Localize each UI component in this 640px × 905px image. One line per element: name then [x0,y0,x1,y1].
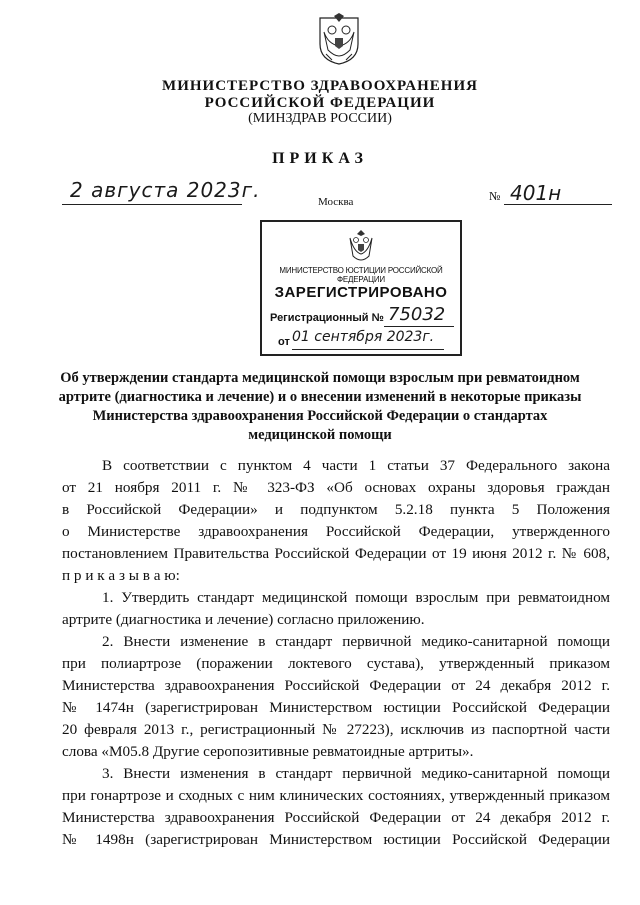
body-line: 2. Внести изменение в стандарт первичной медико-санитарной помощи [102,633,610,650]
ministry-name-line2: РОССИЙСКОЙ ФЕДЕРАЦИИ [204,95,436,111]
body-line: Министерства здравоохранения Российской Федерации от 24 декабря 2012 г. [62,809,610,826]
stamp-date-label: от [278,336,290,348]
document-title [40,369,600,445]
registration-stamp [260,220,462,356]
body-line: о Министерстве здравоохранения Российской Федерации, утвержденного [62,523,610,540]
russian-coat-of-arms-icon [314,10,364,66]
body-line: № 1474н (зарегистрирован Министерством юстиции Российской Федерации [62,699,610,716]
title-line: медицинской помощи [248,427,392,443]
body-line: Министерства здравоохранения Российской Федерации от 24 декабря 2012 г. [62,677,610,694]
body-line: при полиартрозе (поражении локтевого сустава), утвержденный приказом [62,655,610,672]
stamp-date-underline [292,349,444,350]
title-line: Министерства здравоохранения Российской Федерации о стандартах [92,408,548,424]
title-line: артрите (диагностика и лечение) и о внесении изменений в некоторые приказы [58,389,582,405]
handwritten-date: 2 августа 2023г. [70,178,261,202]
stamp-date-handwritten: 01 сентября 2023г. [292,329,435,345]
body-line: постановлением Правительства Российской Федерации от 19 июня 2012 г. № 608, [62,545,610,562]
body-line: В соответствии с пунктом 4 части 1 статьи 37 Федерального закона [102,457,610,474]
body-line: от 21 ноября 2011 г. № 323-ФЗ «Об основах охраны здоровья граждан [62,479,610,496]
title-line: Об утверждении стандарта медицинской помощи взрослым при ревматоидном [60,370,580,386]
body-line: 20 февраля 2013 г., регистрационный № 27223), исключив из паспортной части [62,721,610,738]
number-sign: № [489,189,501,203]
ministry-short-name: (МИНЗДРАВ РОССИИ) [248,111,392,126]
document-type: ПРИКАЗ [272,150,368,167]
stamp-reg-label: Регистрационный № [270,312,384,324]
ministry-name-line1: МИНИСТЕРСТВО ЗДРАВООХРАНЕНИЯ [162,78,478,94]
city: Москва [318,196,354,208]
stamp-ministry-justice: МИНИСТЕРСТВО ЮСТИЦИИ РОССИЙСКОЙ ФЕДЕРАЦИИ [279,266,443,284]
body-line: 1. Утвердить стандарт медицинской помощи взрослым при ревматоидном [102,589,610,606]
body-line: № 1498н (зарегистрирован Министерством юстиции Российской Федерации [62,831,610,848]
body-line: в Российской Федерации» и подпунктом 5.2.18 пункта 5 Положения [62,501,610,518]
body-line: п р и к а з ы в а ю: [62,567,180,584]
number-underline [504,204,612,205]
stamp-reg-number: 75032 [388,304,446,325]
body-line: при гонартрозе и сходных с ним клинических состояниях, утвержденный приказом [62,787,610,804]
stamp-registered: ЗАРЕГИСТРИРОВАНО [274,284,448,301]
handwritten-number: 401н [510,181,562,205]
stamp-reg-underline [384,326,454,327]
body-line: артрите (диагностика и лечение) согласно приложению. [62,611,425,628]
date-underline [62,204,242,205]
body-line: слова «M05.8 Другие серопозитивные ревматоидные артриты». [62,743,474,760]
stamp-coat-of-arms-icon [346,228,376,262]
body-line: 3. Внести изменения в стандарт первичной медико-санитарной помощи [102,765,610,782]
